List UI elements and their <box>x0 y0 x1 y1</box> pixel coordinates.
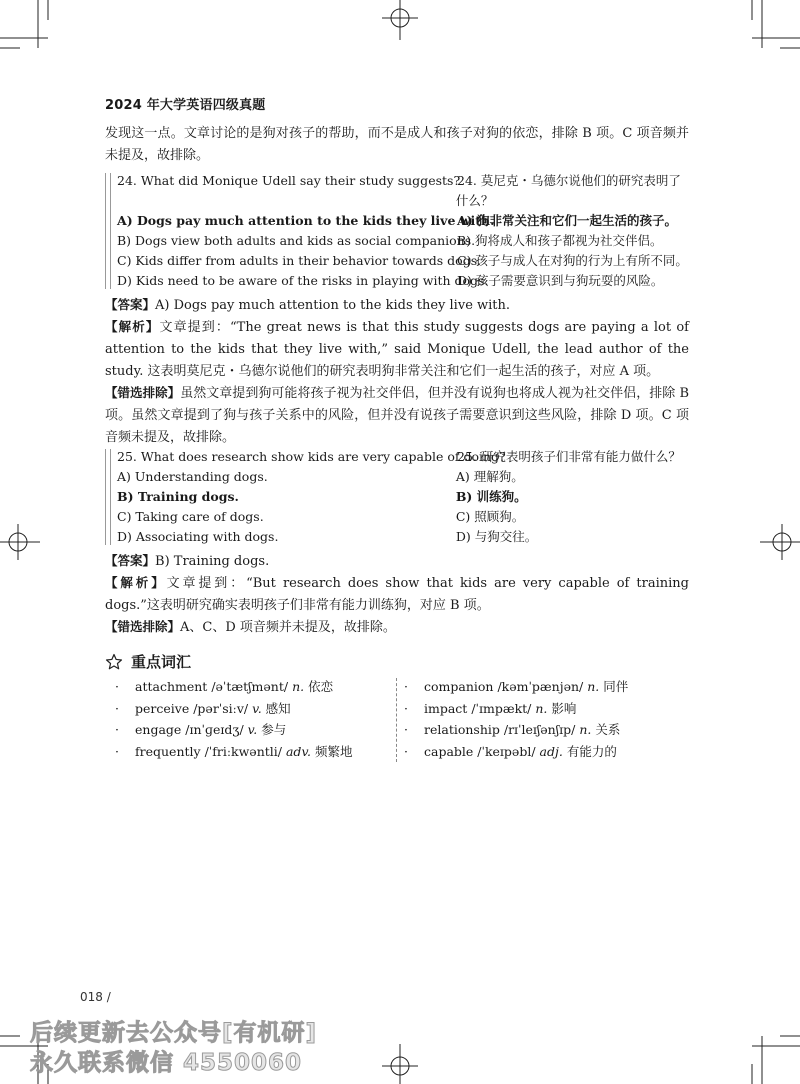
q25-option-c-zh: C) 照顾狗。 <box>455 509 525 524</box>
watermark-line-2: 永久联系微信 4550060 <box>30 1050 303 1076</box>
q24-question-zh-cont: 什么？ <box>455 193 494 208</box>
vocab-list-right <box>404 676 628 762</box>
exclusion-text: 虽然文章提到狗可能将孩子视为社交伴侣，但并没有说狗也将成人视为社交伴侣，排除 B 项。虽然文章提到了狗与孩子关系中的风险，但并没有说孩子需要意识到这些风险，排除 D 项。C 项音频未提及，故排除。 <box>105 386 689 445</box>
vocab-divider <box>396 678 397 762</box>
star-icon <box>105 653 123 671</box>
vocab-item: · relationship /rɪˈleɪʃənʃɪp/ n. 关系 <box>404 722 621 737</box>
q25-exclusion <box>105 616 689 639</box>
crop-mark-top-left <box>0 0 60 60</box>
vocab-heading <box>105 651 191 672</box>
vocab-item: · engage /ɪnˈɡeɪdʒ/ v. 参与 <box>115 722 287 737</box>
q25-option-c-en: C) Taking care of dogs. <box>117 509 264 524</box>
q25-analysis <box>105 572 689 617</box>
question-25-block <box>105 447 695 547</box>
q25-option-b-zh: B) 训练狗。 <box>455 489 527 504</box>
vocab-item: · frequently /ˈfriːkwəntli/ adv. 频繁地 <box>115 743 353 759</box>
analysis-label: 【解析】 <box>105 575 167 590</box>
exclusion-text: A、C、D 项音频并未提及，故排除。 <box>180 620 396 635</box>
page-number: 018 / <box>80 990 111 1004</box>
q24-option-a-en: A) Dogs pay much attention to the kids they live with. <box>117 213 495 228</box>
q24-option-a-zh: A) 狗非常关注和它们一起生活的孩子。 <box>457 213 677 228</box>
vocab-title: 重点词汇 <box>131 653 192 671</box>
answer-text: B) Training dogs. <box>155 554 270 569</box>
answer-label: 【答案】 <box>105 297 156 312</box>
analysis-text: 文章提到：“But research does show that kids are very capable of training dogs.”这表明研究确实表明孩子们非常有能力训练狗，对应 B 项。 <box>105 576 689 613</box>
q24-option-d-zh: D) 孩子需要意识到与狗玩耍的风险。 <box>457 273 664 288</box>
answer-text: A) Dogs pay much attention to the kids they live with. <box>155 298 511 313</box>
page-header: 2024 年大学英语四级真题 <box>105 98 266 113</box>
q25-question-zh: 25. 研究表明孩子们非常有能力做什么？ <box>457 449 681 464</box>
q25-answer <box>105 550 689 573</box>
registration-target-left <box>0 522 40 562</box>
crop-mark-top-right <box>740 0 800 60</box>
q25-option-b-en: B) Training dogs. <box>117 489 239 504</box>
exclusion-label: 【错选排除】 <box>105 385 181 400</box>
q25-option-a-en: A) Understanding dogs. <box>117 469 268 484</box>
question-24-block <box>105 171 695 291</box>
vocab-item: · impact /ˈɪmpækt/ n. 影响 <box>404 700 577 716</box>
registration-target-bottom <box>380 1044 420 1084</box>
q24-option-c-en: C) Kids differ from adults in their behavior towards dogs. <box>117 253 482 268</box>
q25-question-en: 25. What does research show kids are very capable of doing? <box>117 449 506 464</box>
q24-option-c-zh: C) 孩子与成人在对狗的行为上有所不同。 <box>457 253 688 268</box>
q24-question-zh: 24. 莫尼克・乌德尔说他们的研究表明了 <box>457 173 681 188</box>
analysis-label: 【解析】 <box>105 319 160 334</box>
q24-option-b-zh: B) 狗将成人和孩子都视为社交伴侣。 <box>457 233 663 248</box>
question-bar <box>105 173 111 289</box>
vocab-item: · capable /ˈkeɪpəbl/ adj. 有能力的 <box>404 743 617 759</box>
intro-paragraph: 发现这一点。文章讨论的是狗对孩子的帮助，而不是成人和孩子对狗的依恋，排除 B 项。C 项音频并未提及，故排除。 <box>105 126 689 163</box>
q25-option-d-zh: D) 与狗交往。 <box>455 529 538 544</box>
vocab-list-left <box>115 676 353 762</box>
q24-answer <box>105 294 689 317</box>
q25-option-d-en: D) Associating with dogs. <box>117 529 279 544</box>
q24-analysis <box>105 316 689 383</box>
vocab-item: · perceive /pərˈsiːv/ v. 感知 <box>115 700 291 716</box>
registration-target-top <box>380 0 420 40</box>
vocab-item: · attachment /əˈtætʃmənt/ n. 依恋 <box>115 679 334 694</box>
q24-exclusion <box>105 382 689 449</box>
q24-question-en: 24. What did Monique Udell say their study suggests? <box>117 173 461 188</box>
q25-option-a-zh: A) 理解狗。 <box>455 469 524 484</box>
analysis-text: 文章提到：“The great news is that this study suggests dogs are paying a lot of attention to the kids that they live with,” said Monique Udell, the lead author of the study. 这表明莫尼克・乌德尔说他们的研究表明狗非常关注和它们一起生活的孩子，对应 A 项。 <box>105 320 689 379</box>
answer-label: 【答案】 <box>105 553 156 568</box>
q24-option-b-en: B) Dogs view both adults and kids as social companions. <box>117 233 476 248</box>
vocab-item: · companion /kəmˈpænjən/ n. 同伴 <box>404 679 629 694</box>
q24-option-d-en: D) Kids need to be aware of the risks in playing with dogs. <box>117 273 489 288</box>
watermark-line-1: 后续更新去公众号[有机研] <box>30 1020 318 1046</box>
exclusion-label: 【错选排除】 <box>105 619 181 634</box>
registration-target-right <box>760 522 800 562</box>
question-bar <box>105 449 111 545</box>
crop-mark-bottom-right <box>740 1024 800 1084</box>
